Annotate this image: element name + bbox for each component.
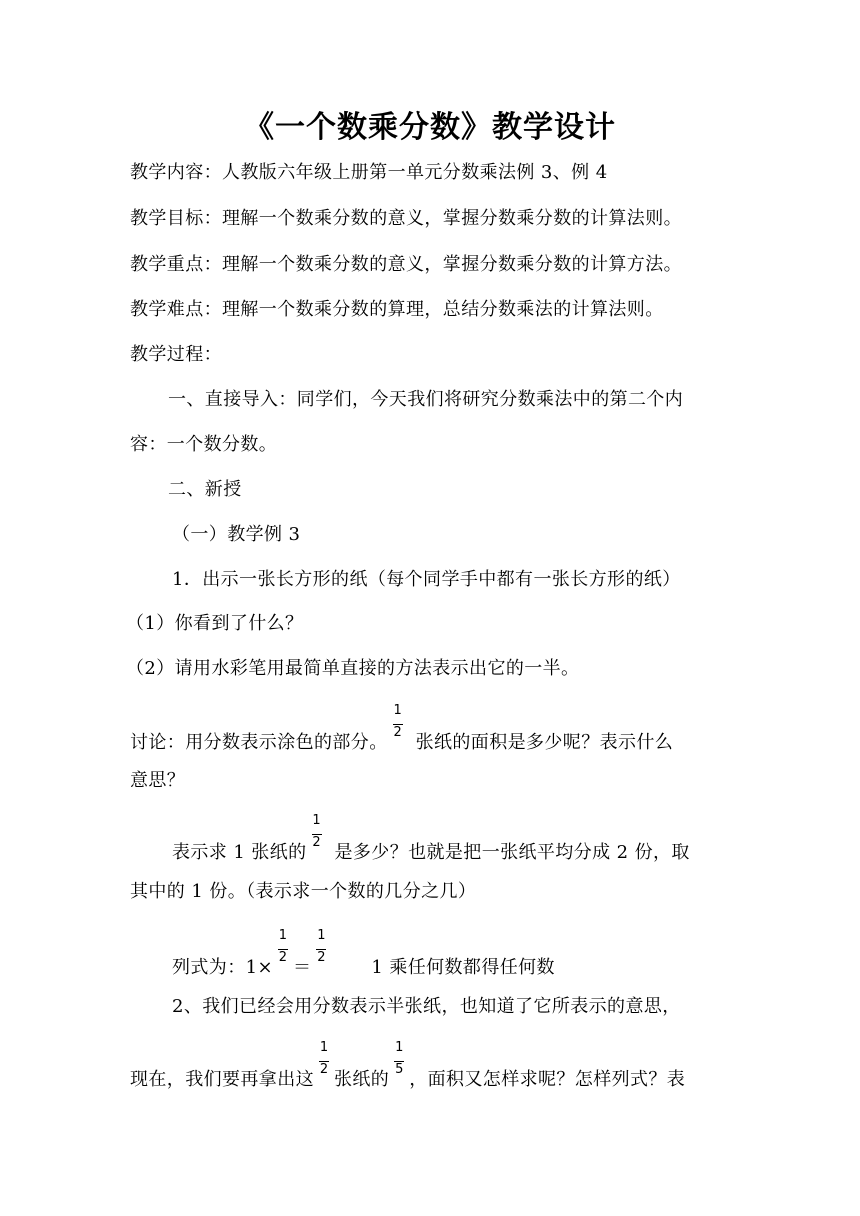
teaching-content: 教学内容：人教版六年级上册第一单元分数乘法例 3、例 4 bbox=[130, 162, 608, 183]
fraction-one-half: $\frac{1}{2}$ bbox=[317, 928, 326, 965]
fraction-one-half: $\frac{1}{2}$ bbox=[278, 928, 288, 965]
fraction-one-half: $\frac{1}{2}$ bbox=[312, 813, 321, 850]
now-text-a: 现在，我们要再拿出这 bbox=[130, 1069, 314, 1090]
meaning-line-2: 其中的 1 份。（表示求一个数的几分之几） bbox=[130, 881, 477, 902]
formula-note: 1 乘任何数都得任何数 bbox=[371, 957, 555, 978]
step-1-text: 1．出示一张长方形的纸（每个同学手中都有一张长方形的纸） bbox=[172, 569, 681, 590]
fraction-one-half: $\frac{1}{2}$ bbox=[393, 703, 402, 740]
formula-text: 列式为：1× bbox=[172, 957, 273, 978]
intro-paragraph-line-2: 容：一个数分数。 bbox=[130, 434, 278, 455]
teaching-process-heading: 教学过程： bbox=[130, 344, 222, 365]
discussion-line-2: 意思？ bbox=[130, 770, 186, 791]
meaning-text-b: 是多少？也就是把一张纸平均分成 2 份，取 bbox=[334, 842, 690, 863]
now-text-c: ，面积又怎样求呢？怎样列式？表 bbox=[409, 1069, 686, 1090]
intro-paragraph-line-1: 一、直接导入：同学们，今天我们将研究分数乘法中的第二个内 bbox=[168, 389, 684, 410]
teaching-goal: 教学目标：理解一个数乘分数的意义，掌握分数乘分数的计算法则。 bbox=[130, 208, 682, 229]
fraction-one-fifth: $\frac{1}{5}$ bbox=[395, 1040, 404, 1077]
now-text-b: 张纸的 bbox=[334, 1069, 390, 1090]
example-3-heading: （一）教学例 3 bbox=[172, 524, 301, 545]
formula-line bbox=[172, 928, 555, 980]
discussion-text-a: 讨论：用分数表示涂色的部分。 bbox=[130, 732, 388, 753]
step-2-text: 2、我们已经会用分数表示半张纸，也知道了它所表示的意思， bbox=[172, 996, 681, 1017]
fraction-one-half: $\frac{1}{2}$ bbox=[319, 1040, 329, 1077]
teaching-difficulty: 教学难点：理解一个数乘分数的算理，总结分数乘法的计算法则。 bbox=[130, 299, 664, 320]
discussion-line-1 bbox=[130, 703, 674, 755]
question-1: （1）你看到了什么？ bbox=[126, 613, 304, 634]
teaching-key-point: 教学重点：理解一个数乘分数的意义，掌握分数乘分数的计算方法。 bbox=[130, 254, 682, 275]
now-line bbox=[130, 1040, 686, 1092]
question-2: （2）请用水彩笔用最简单直接的方法表示出它的一半。 bbox=[126, 658, 580, 679]
document-title: 《一个数乘分数》教学设计 bbox=[244, 110, 616, 145]
discussion-text-b: 张纸的面积是多少呢？表示什么 bbox=[415, 732, 674, 753]
meaning-line-1 bbox=[172, 813, 690, 865]
meaning-text-a: 表示求 1 张纸的 bbox=[172, 842, 307, 863]
equals-sign: ＝ bbox=[292, 957, 312, 978]
section-heading-new-lesson: 二、新授 bbox=[168, 479, 242, 500]
